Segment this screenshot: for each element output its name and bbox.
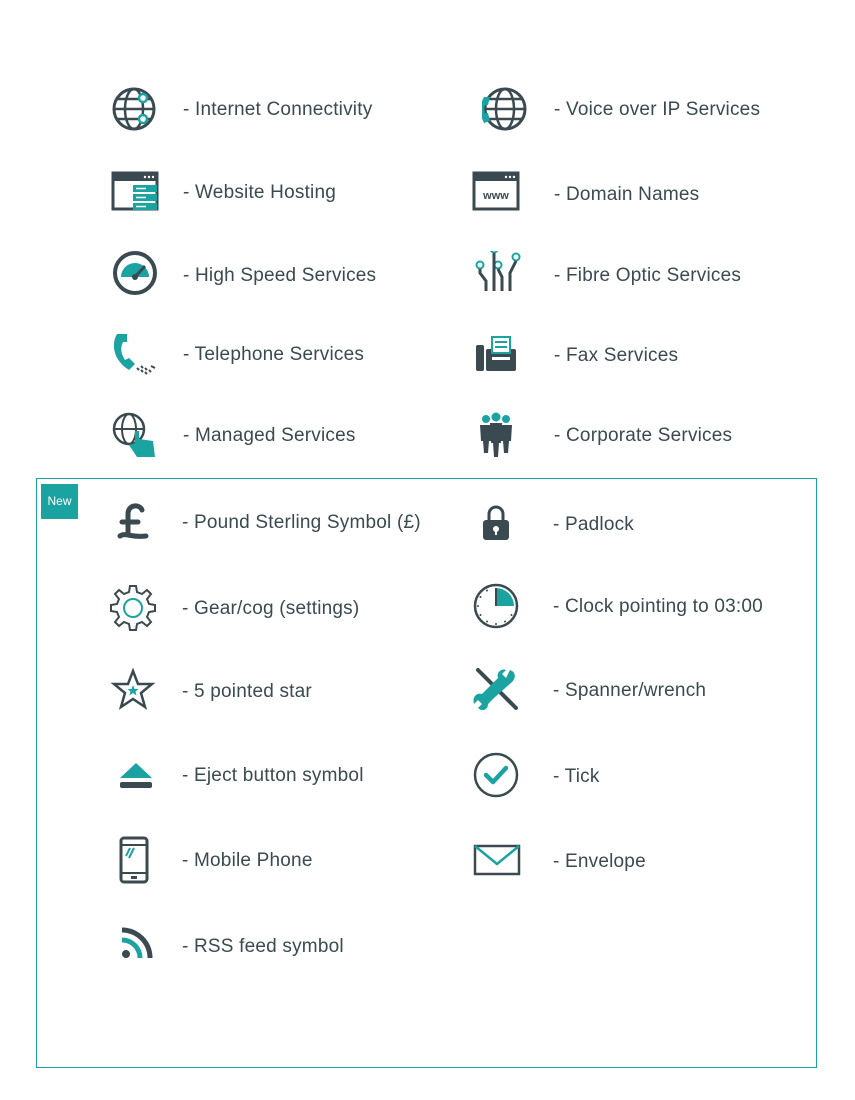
service-label: - Website Hosting [183,182,336,203]
service-label: - Telephone Services [183,344,365,365]
fax-machine-icon [472,331,522,381]
new-item-label: - 5 pointed star [182,681,312,702]
tick-icon [472,752,522,802]
web-hosting-server-icon [111,168,161,218]
service-label: - Fibre Optic Services [554,265,742,286]
mobile-phone-icon [110,836,160,886]
service-label: - Domain Names [554,184,700,205]
new-item-label: - RSS feed symbol [182,936,344,957]
fibre-optic-icon [472,251,522,301]
svg-text:www: www [483,190,509,202]
globe-phone-icon [482,85,532,135]
www-browser-icon [472,170,522,220]
speedometer-icon [111,251,161,301]
service-label: - Managed Services [183,425,356,446]
clock-icon [472,582,522,632]
service-label: - High Speed Services [183,265,377,286]
pound-sterling-icon [110,498,160,548]
envelope-icon [472,837,522,887]
new-item-label: - Mobile Phone [182,850,313,871]
star-icon [110,667,160,717]
new-item-label: - Envelope [553,851,646,872]
eject-icon [110,751,160,801]
new-item-label: - Spanner/wrench [553,680,707,701]
new-item-label: - Gear/cog (settings) [182,598,360,619]
spanner-screwdriver-icon [472,666,522,716]
padlock-icon [481,500,531,550]
new-item-label: - Tick [553,766,600,787]
service-label: - Voice over IP Services [554,99,761,120]
rss-feed-icon [110,922,160,972]
service-label: - Corporate Services [554,425,733,446]
group-people-icon [472,411,522,461]
globe-network-icon [111,85,161,135]
new-item-label: - Pound Sterling Symbol (£) [182,512,421,533]
new-item-label: - Padlock [553,514,635,535]
new-item-label: - Eject button symbol [182,765,364,786]
gear-icon [110,584,160,634]
service-label: - Internet Connectivity [183,99,373,120]
new-badge: New [41,484,78,519]
telephone-handset-icon [111,330,161,380]
globe-hand-pointer-icon [111,411,161,461]
service-label: - Fax Services [554,345,679,366]
new-item-label: - Clock pointing to 03:00 [553,596,763,617]
